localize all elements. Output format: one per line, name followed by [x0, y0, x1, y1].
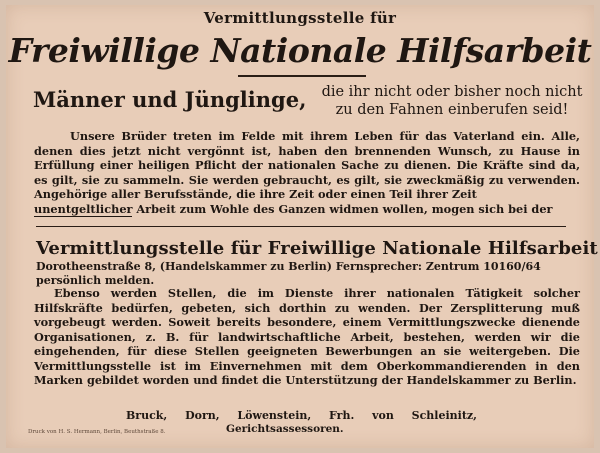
paragraph-intro-text: Unsere Brüder treten im Felde mit ihrem Leben für das Vaterland ein. Alle, denen dies jetzt nicht vergönnt ist, haben den brennenden Wunsch, zu Hause in Erfüllung einer heiligen Pflicht der nationalen Sache zu dienen. Die Kräfte sind da, es gilt, sie zu sammeln. Sie werden gebraucht, es gilt, sie zweckmäßig zu verwenden. Angehörige aller Berufsstände, die ihre Zeit oder einen Teil ihrer Zeit	[34, 129, 580, 201]
poster-headline: Freiwillige Nationale Hilfsarbeit	[8, 31, 592, 70]
signers: Bruck, Dorn, Löwenstein, Frh. von Schleinitz,	[126, 409, 477, 422]
organization-name: Vermittlungsstelle für Freiwillige Nationale Hilfsarbeit	[36, 238, 598, 259]
men-title: Männer und Jünglinge,	[33, 87, 307, 112]
underlined-word: unentgeltlicher	[34, 201, 133, 216]
headline-rule	[238, 75, 366, 77]
paragraph-intro	[34, 129, 580, 216]
poster-sheet	[6, 5, 598, 448]
paragraph-body: Ebenso werden Stellen, die im Dienste ihrer nationalen Tätigkeit solcher Hilfskräfte bedürfen, gebeten, sich dorthin zu wenden. Der Zersplitterung muß vorgebeugt werden. Soweit bereits besondere, einem Vermittlungszwecke dienende Organisationen, z. B. für landwirtschaftliche Arbeit, bestehen, werden wir die eingehenden, für diese Stellen geeigneten Bewerbungen an sie weitergeben. Die Vermittlungsstelle ist im Einvernehmen mit dem Oberkommandierenden in den Marken gebildet worden und findet die Unterstützung der Handelskammer zu Berlin.	[34, 286, 580, 387]
poster-kicker: Vermittlungsstelle für	[203, 9, 397, 27]
address-line: Dorotheenstraße 8, (Handelskammer zu Berlin) Fernsprecher: Zentrum 10160/64	[36, 260, 541, 273]
printer-imprint: Druck von H. S. Hermann, Berlin, Beuthstraße 8.	[28, 429, 166, 435]
address-line-2: persönlich melden.	[36, 274, 155, 287]
men-subtitle: die ihr nicht oder bisher noch nicht zu den Fahnen einberufen seid!	[321, 84, 583, 118]
section-rule	[36, 226, 566, 227]
paragraph-intro-end: Arbeit zum Wohle des Ganzen widmen wollen, mogen sich bei der	[132, 201, 553, 216]
signers-title: Gerichtsassessoren.	[226, 423, 344, 435]
